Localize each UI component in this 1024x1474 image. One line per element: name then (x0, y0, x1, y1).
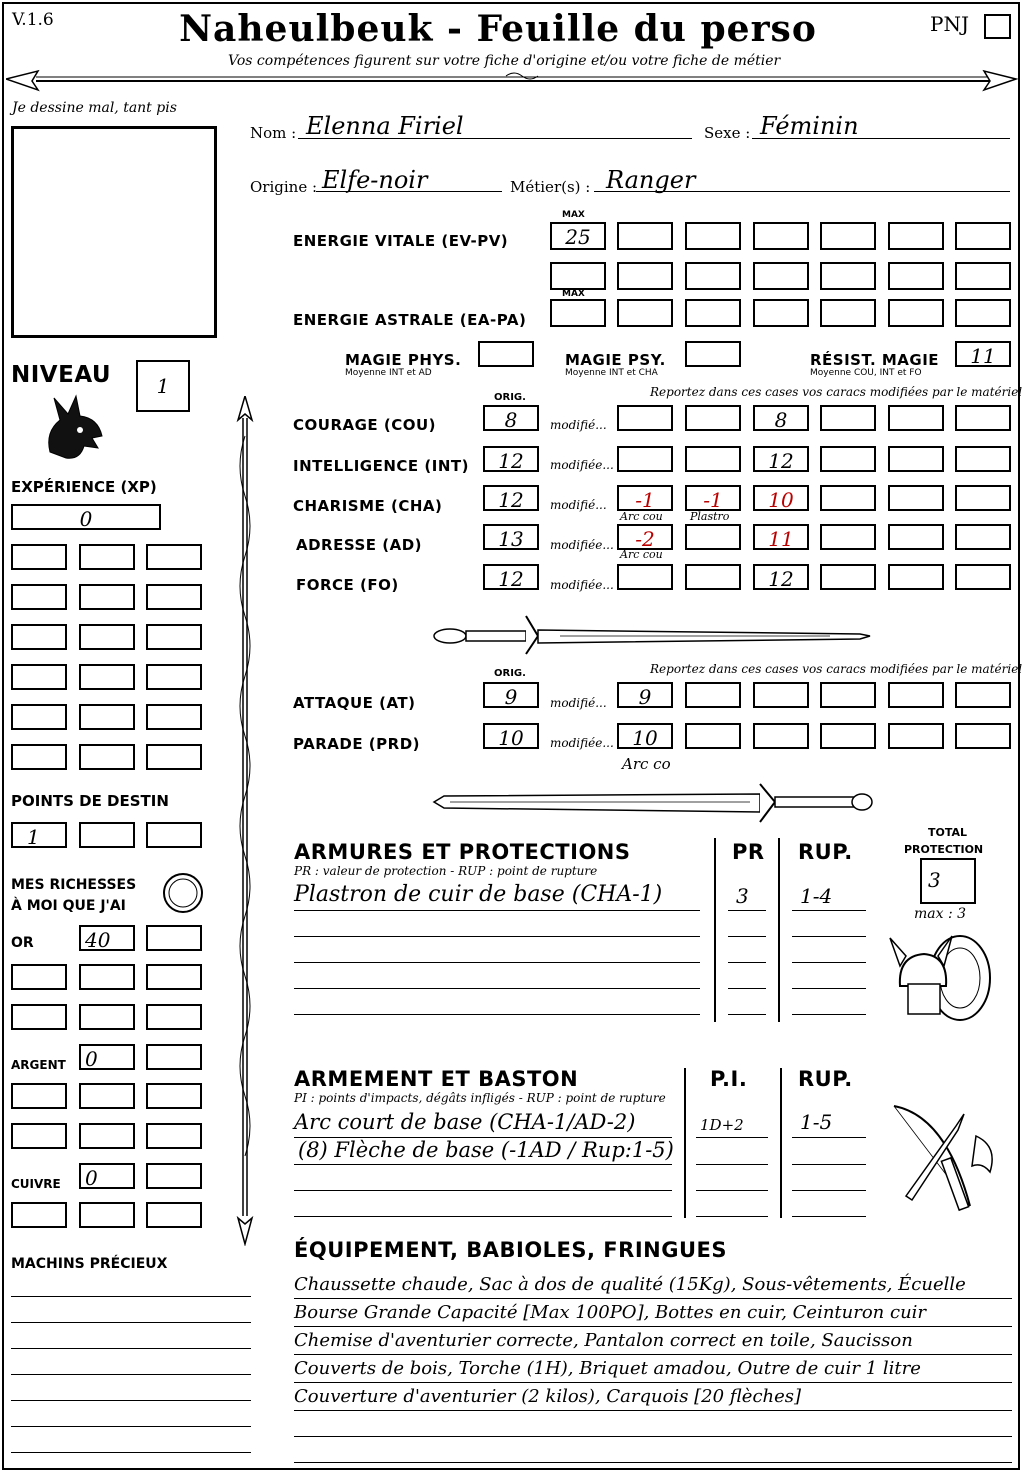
sexe-label: Sexe : (704, 124, 751, 142)
richesses-label: MES RICHESSES (11, 877, 137, 893)
richesses-label-2: À MOI QUE J'AI (11, 898, 126, 914)
equipment-line[interactable]: Chaussette chaude, Sac à dos de qualité (15Kg), Sous-vêtements, Écuelle (294, 1274, 966, 1295)
resist-magie-label: RÉSIST. MAGIE (810, 351, 940, 369)
weapon-item-pi[interactable]: 1D+2 (700, 1116, 744, 1134)
armour-note: PR : valeur de protection - RUP : point de rupture (294, 864, 598, 878)
stat-label-cou: COURAGE (COU) (293, 416, 437, 434)
spear-icon (230, 396, 260, 1246)
destin-label: POINTS DE DESTIN (11, 792, 169, 810)
ea-label: ENERGIE ASTRALE (EA-PA) (293, 311, 527, 329)
ev-max-box[interactable]: 25 (550, 222, 606, 250)
magie-psy-box[interactable] (685, 341, 741, 367)
stat-orig-ad[interactable]: 13 (483, 524, 539, 550)
machins-label: MACHINS PRÉCIEUX (11, 1256, 168, 1272)
combat-orig-label: ORIG. (494, 668, 526, 679)
magie-phys-sub: Moyenne INT et AD (345, 368, 432, 378)
stat-mod2-note-cha: Plastro (690, 510, 730, 523)
page-subtitle: Vos compétences figurent sur votre fiche d'origine et/ou votre fiche de métier (228, 53, 781, 69)
sexe-value[interactable]: Féminin (760, 112, 859, 140)
combat-mod1-at[interactable]: 9 (617, 682, 673, 708)
stat-mod1-cou[interactable] (617, 405, 673, 431)
niveau-label: NIVEAU (11, 362, 112, 388)
combat-report-note: Reportez dans ces cases vos caracs modifiées par le matériel (650, 662, 1023, 676)
xp-box[interactable]: 0 (11, 504, 161, 530)
stat-mod-label: modifiée... (550, 578, 614, 592)
equipment-line[interactable]: Couverts de bois, Torche (1H), Briquet amadou, Outre de cuir 1 litre (294, 1358, 921, 1379)
stat-mod2-ad[interactable] (685, 524, 741, 550)
max-protection-note: max : 3 (914, 906, 967, 922)
niveau-box[interactable]: 1 (136, 360, 190, 412)
magie-psy-label: MAGIE PSY. (565, 351, 666, 369)
weapon-item-name[interactable]: Arc court de base (CHA-1/AD-2) (294, 1110, 636, 1134)
spear-divider-icon (6, 68, 1018, 94)
stat-mod-label: modifiée... (550, 538, 614, 552)
stat-final-ad[interactable]: 11 (753, 524, 809, 550)
stat-label-ad: ADRESSE (AD) (296, 536, 423, 554)
portrait-caption: Je dessine mal, tant pis (12, 100, 177, 116)
armour-title: ARMURES ET PROTECTIONS (294, 840, 631, 864)
combat-mod-label: modifié... (550, 696, 607, 710)
combat-mod-label: modifiée... (550, 736, 614, 750)
stat-mod2-cou[interactable] (685, 405, 741, 431)
origine-label: Origine : (250, 178, 318, 196)
stat-mod-label: modifiée... (550, 458, 614, 472)
page-title: Naheulbeuk - Feuille du perso (179, 8, 817, 50)
armour-rup-label: RUP. (798, 840, 853, 864)
stat-final-cha[interactable]: 10 (753, 485, 809, 511)
weapons-title: ARMEMENT ET BASTON (294, 1067, 579, 1091)
stat-label-cha: CHARISME (CHA) (293, 497, 443, 515)
sword-icon (430, 612, 875, 656)
weapons-icon (886, 1096, 1006, 1214)
equipment-line[interactable]: Chemise d'aventurier correcte, Pantalon correct en toile, Saucisson (294, 1330, 913, 1351)
stat-mod1-note-ad: Arc cou (620, 548, 663, 561)
combat-label-at: ATTAQUE (AT) (293, 694, 416, 712)
weapon-item-name[interactable]: (8) Flèche de base (-1AD / Rup:1-5) (298, 1138, 674, 1162)
stat-orig-int[interactable]: 12 (483, 446, 539, 472)
or-label: OR (11, 935, 34, 951)
weapons-note: PI : points d'impacts, dégâts infligés - RUP : point de rupture (294, 1091, 666, 1105)
pnj-checkbox[interactable] (984, 14, 1011, 39)
stat-mod1-ad[interactable]: -2 (617, 524, 673, 550)
nom-value[interactable]: Elenna Firiel (306, 112, 464, 140)
ev-max-label: MAX (562, 210, 585, 220)
stat-mod2-fo[interactable] (685, 564, 741, 590)
destin-box[interactable]: 1 (11, 822, 67, 848)
dragon-icon (40, 392, 106, 464)
argent-label: ARGENT (11, 1058, 66, 1072)
armour-pr-label: PR (732, 840, 765, 864)
magie-phys-box[interactable] (478, 341, 534, 367)
resist-magie-sub: Moyenne COU, INT et FO (810, 368, 922, 378)
stat-final-fo[interactable]: 12 (753, 564, 809, 590)
weapons-rup-label: RUP. (798, 1067, 853, 1091)
combat-mod1-prd[interactable]: 10 (617, 723, 673, 749)
stat-orig-cou[interactable]: 8 (483, 405, 539, 431)
armour-item-pr[interactable]: 3 (736, 884, 749, 908)
or-box[interactable]: 40 (79, 925, 135, 951)
total-protection-box[interactable]: 3 (920, 858, 976, 904)
origine-value[interactable]: Elfe-noir (322, 166, 428, 194)
stat-mod2-cha[interactable]: -1 (685, 485, 741, 511)
nom-label: Nom : (250, 124, 297, 142)
stat-mod-label: modifié... (550, 418, 607, 432)
equipment-line[interactable]: Bourse Grande Capacité [Max 100PO], Bottes en cuir, Ceinturon cuir (294, 1302, 927, 1323)
stat-final-cou[interactable]: 8 (753, 405, 809, 431)
stat-mod1-int[interactable] (617, 446, 673, 472)
armour-item-name[interactable]: Plastron de cuir de base (CHA-1) (294, 882, 663, 907)
version-label: V.1.6 (12, 10, 54, 30)
total-label-2: PROTECTION (904, 843, 984, 856)
stats-orig-label: ORIG. (494, 392, 526, 403)
sword-icon (430, 780, 875, 824)
ea-max-label: MAX (562, 289, 585, 299)
argent-box[interactable]: 0 (79, 1044, 135, 1070)
stat-mod-label: modifié... (550, 498, 607, 512)
stats-report-note: Reportez dans ces cases vos caracs modifiées par le matériel (650, 385, 1023, 399)
combat-orig-prd[interactable]: 10 (483, 723, 539, 749)
equipment-line[interactable]: Couverture d'aventurier (2 kilos), Carquois [20 flèches] (294, 1386, 802, 1407)
xp-label: EXPÉRIENCE (XP) (11, 478, 157, 496)
magie-phys-label: MAGIE PHYS. (345, 351, 462, 369)
combat-label-prd: PARADE (PRD) (293, 735, 421, 753)
stat-label-int: INTELLIGENCE (INT) (293, 457, 469, 475)
equipment-title: ÉQUIPEMENT, BABIOLES, FRINGUES (294, 1238, 727, 1262)
weapons-pi-label: P.I. (710, 1067, 748, 1091)
pnj-label: PNJ (930, 12, 969, 36)
combat-orig-at[interactable]: 9 (483, 682, 539, 708)
total-label: TOTAL (928, 826, 968, 839)
magie-psy-sub: Moyenne INT et CHA (565, 368, 658, 378)
stat-mod1-note-cha: Arc cou (620, 510, 663, 523)
combat-mod1-note-prd: Arc co (622, 755, 671, 773)
stat-mod1-cha[interactable]: -1 (617, 485, 673, 511)
stat-mod2-int[interactable] (685, 446, 741, 472)
coin-icon (162, 872, 204, 914)
helmet-shield-icon (888, 926, 998, 1026)
metier-label: Métier(s) : (510, 178, 591, 196)
weapon-item-rup[interactable]: 1-5 (800, 1110, 833, 1134)
cuivre-label: CUIVRE (11, 1177, 61, 1191)
stat-orig-cha[interactable]: 12 (483, 485, 539, 511)
stat-final-int[interactable]: 12 (753, 446, 809, 472)
ev-label: ENERGIE VITALE (EV-PV) (293, 232, 509, 250)
armour-item-rup[interactable]: 1-4 (800, 884, 833, 908)
portrait-frame[interactable] (11, 126, 217, 338)
resist-magie-box[interactable]: 11 (955, 341, 1011, 367)
stat-mod1-fo[interactable] (617, 564, 673, 590)
metier-value[interactable]: Ranger (606, 166, 696, 194)
ea-max-box[interactable] (550, 299, 606, 327)
cuivre-box[interactable]: 0 (79, 1163, 135, 1189)
stat-orig-fo[interactable]: 12 (483, 564, 539, 590)
stat-label-fo: FORCE (FO) (296, 576, 399, 594)
